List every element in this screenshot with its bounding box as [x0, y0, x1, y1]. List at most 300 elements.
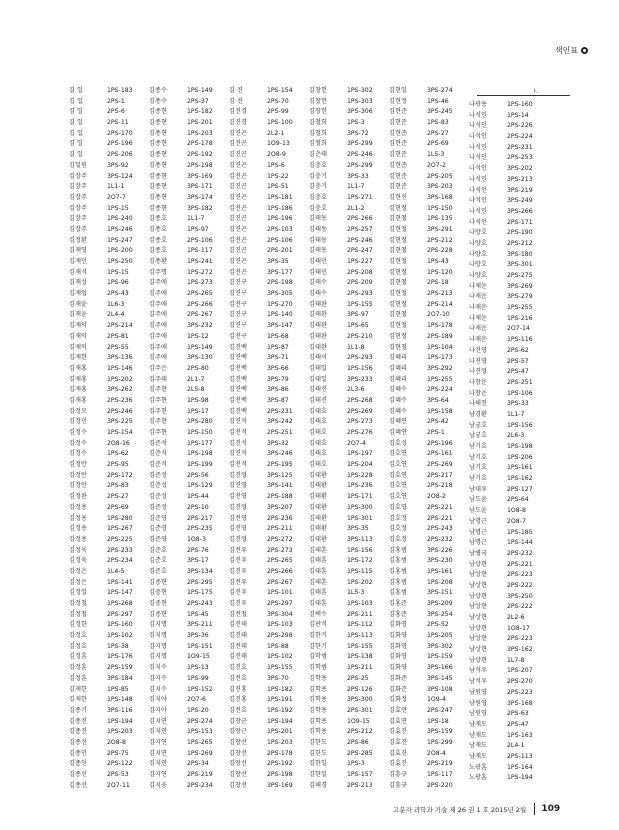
author-name: 김진곤	[229, 161, 247, 169]
author-name: 김태훈	[309, 546, 327, 554]
paper-code: 1PS-85	[107, 685, 129, 693]
author-name: 김종현	[149, 140, 167, 148]
author-name: 김진백	[229, 375, 247, 383]
paper-code: 1O9-4	[427, 696, 446, 704]
paper-code: 2PS-228	[427, 247, 453, 255]
author-name: 김홍준	[389, 600, 407, 607]
author-name: 김주애	[149, 300, 167, 308]
author-name: 김태일	[309, 375, 327, 383]
author-name: 김중현	[149, 578, 167, 586]
paper-code: 2PS-270	[507, 678, 533, 686]
author-name: 김주애	[149, 279, 167, 287]
author-name: 김홍범	[389, 567, 407, 575]
paper-code: 2PS-106	[187, 236, 213, 244]
paper-code: 1PS-203	[267, 738, 293, 746]
paper-code: 2PS-224	[507, 133, 533, 141]
paper-code: 2PS-223	[507, 635, 533, 643]
author-name: 김진태	[229, 653, 247, 661]
author-name: 남도윤	[469, 496, 487, 504]
paper-code: 3PS-113	[347, 535, 373, 543]
paper-code: 2PS-69	[427, 140, 449, 148]
author-name: 김준성	[149, 471, 167, 479]
author-name: 남석우	[469, 667, 487, 675]
author-name: 김현철	[389, 332, 407, 340]
author-name: 김준호	[149, 567, 167, 575]
author-name: 김태완	[309, 311, 327, 319]
paper-code: 2PS-234	[187, 781, 213, 789]
paper-code: 2PS-217	[187, 514, 213, 522]
author-name: 김현철	[389, 225, 407, 233]
paper-code: 2PS-293	[347, 290, 373, 298]
paper-code: 2PS-246	[347, 151, 373, 159]
author-name: 김진곤	[229, 215, 247, 223]
author-name: 김진영	[229, 525, 247, 533]
paper-code: 2O8-8	[107, 738, 126, 746]
paper-code: 2PS-212	[427, 236, 453, 244]
author-name: 김현철	[389, 268, 407, 276]
author-name: 김현준	[389, 129, 407, 137]
author-name: 김한도	[309, 749, 327, 757]
paper-code: 1PS-171	[347, 493, 373, 501]
author-name: 김정은	[69, 578, 87, 586]
author-name: 김현철	[389, 300, 407, 308]
author-name: 김진우	[229, 600, 247, 607]
paper-code: 2PS-211	[267, 525, 293, 533]
author-name: 김진곤	[229, 183, 247, 191]
author-name: 김진영	[229, 514, 247, 522]
author-name: 남명근	[469, 517, 487, 525]
author-name: 남궁호	[469, 421, 487, 429]
author-name: 김지연	[149, 738, 167, 746]
author-name: 김현철	[389, 322, 407, 330]
paper-code: 2PS-18	[427, 279, 449, 287]
author-name: 김정일	[69, 589, 87, 597]
author-name: 김 일	[69, 97, 83, 105]
paper-code: 2L2-6	[507, 614, 525, 621]
paper-code: 2PS-224	[427, 386, 453, 394]
paper-code: 3PS-71	[267, 354, 289, 362]
paper-code: 2PS-247	[347, 247, 373, 255]
paper-code: 1O8-17	[507, 624, 530, 632]
paper-code: 3PS-174	[187, 193, 213, 201]
paper-code: 3PS-266	[507, 207, 533, 215]
author-name: 김진구	[229, 311, 247, 319]
paper-code: 1PS-216	[507, 314, 533, 322]
paper-code: 1PS-102	[107, 632, 133, 640]
author-name: 김진우	[229, 589, 247, 597]
paper-code: 1PS-208	[427, 578, 453, 586]
author-name: 김진백	[229, 386, 247, 394]
paper-code: 1PS-115	[347, 567, 373, 575]
paper-code: 2O8-9	[267, 151, 286, 159]
author-name: 나석인	[469, 197, 487, 205]
paper-code: 1L1-7	[507, 410, 525, 418]
author-name: 김혜연	[389, 429, 407, 436]
author-name: 김종호	[149, 236, 167, 244]
author-name: 김지아	[149, 706, 167, 714]
author-name: 김진곤	[229, 268, 247, 276]
author-name: 김재익	[69, 332, 87, 340]
author-name: 김정욱	[69, 546, 87, 554]
author-name: 김태이	[309, 354, 327, 362]
paper-code: 1PS-45	[187, 610, 209, 618]
paper-code: 1PS-194	[507, 774, 533, 782]
author-name: 김태호	[309, 429, 327, 436]
paper-code: 2O7-2	[427, 161, 446, 169]
paper-code: 1PS-22	[267, 172, 289, 180]
author-name: 김진영	[229, 535, 247, 543]
paper-code: 2PS-214	[427, 300, 453, 308]
author-name: 김화영	[389, 632, 407, 640]
author-name: 김효진	[389, 760, 407, 768]
author-name: 나재운	[469, 304, 487, 312]
author-name: 김진백	[229, 396, 247, 404]
author-name: 김주애	[149, 290, 167, 298]
author-name: 김정훈	[69, 674, 87, 682]
author-name: 나재운	[469, 336, 487, 344]
author-name: 김종수	[149, 97, 167, 105]
author-name: 김충호	[309, 204, 327, 212]
author-name: 김지연	[149, 717, 167, 725]
paper-code: 3PS-219	[507, 186, 533, 194]
paper-code: 1PS-155	[267, 664, 293, 672]
author-name: 김현일	[389, 87, 407, 94]
author-name: 김준석	[149, 461, 167, 469]
paper-code: 3PS-250	[507, 592, 533, 600]
author-name: 김일원	[69, 161, 87, 169]
paper-code: 2PS-205	[427, 172, 453, 180]
paper-code: 1PS-162	[507, 475, 533, 483]
paper-code: 1PS-98	[187, 396, 209, 404]
author-name: 남상현	[469, 581, 487, 589]
author-name: 김종진	[69, 728, 87, 736]
paper-code: 2PS-69	[107, 503, 129, 511]
paper-code: 1PS-103	[347, 600, 373, 607]
paper-code: 1PS-207	[507, 667, 533, 675]
paper-code: 1PS-116	[507, 336, 533, 344]
paper-code: 2PS-161	[427, 450, 453, 458]
author-name: 김종진	[69, 717, 87, 725]
paper-code: 2PS-273	[267, 546, 293, 554]
paper-code: 3PS-249	[507, 197, 533, 205]
paper-code: 1PS-103	[267, 621, 293, 629]
author-name: 김화준	[389, 674, 407, 682]
author-name: 남상현	[469, 560, 487, 568]
author-name: 김진곤	[229, 247, 247, 255]
paper-code: 2PS-172	[107, 471, 133, 479]
paper-code: 2PS-210	[347, 332, 373, 340]
author-name: 김태훈	[309, 578, 327, 586]
paper-code: 2PS-293	[347, 354, 373, 362]
paper-code: 2PS-247	[427, 706, 453, 714]
paper-code: 3PS-116	[107, 706, 133, 714]
author-name: 김종현	[149, 193, 167, 201]
index-column	[149, 86, 229, 791]
paper-code: 2PS-212	[347, 728, 373, 736]
paper-code: 3PS-302	[427, 642, 453, 650]
paper-code: 2PS-178	[267, 749, 293, 757]
author-name: 김진영	[229, 471, 247, 479]
author-name: 김진우	[229, 546, 247, 554]
paper-code: 3PS-108	[427, 685, 453, 693]
author-name: 김주현	[149, 396, 167, 404]
author-name: 김호연	[389, 471, 407, 479]
paper-code: 1PS-203	[107, 728, 133, 736]
paper-code: 1PS-120	[427, 268, 453, 276]
paper-code: 1PS-13	[187, 664, 209, 672]
author-name: 나창운	[469, 389, 487, 397]
author-name: 남원영	[469, 710, 487, 718]
author-name: 김정욱	[69, 557, 87, 565]
author-name: 김진곤	[229, 236, 247, 244]
paper-code: 1PS-156	[507, 421, 533, 429]
paper-code: 3PS-66	[267, 364, 289, 372]
author-name: 나재운	[469, 314, 487, 322]
author-name: 김준호	[149, 546, 167, 554]
paper-code: 2PS-75	[107, 749, 129, 757]
paper-code: 2L2-1	[267, 129, 285, 137]
paper-code: 1PS-87	[267, 343, 289, 351]
author-name: 남명근	[469, 528, 487, 536]
author-name: 김진영	[229, 493, 247, 501]
paper-code: 2PS-276	[347, 429, 373, 436]
author-name: 김한일	[309, 760, 327, 768]
author-name: 김호연	[389, 482, 407, 490]
author-name: 김주현	[149, 418, 167, 426]
paper-code: 2PS-267	[187, 311, 213, 319]
paper-code: 2PS-201	[267, 247, 293, 255]
paper-code: 3PS-72	[347, 129, 369, 137]
paper-code: 1PS-155	[347, 300, 373, 308]
author-name: 김지연	[149, 749, 167, 757]
author-name: 김지웅	[149, 781, 167, 789]
paper-code: 3PS-203	[427, 183, 453, 191]
paper-code: 3PS-79	[267, 375, 289, 383]
author-name: 김정호	[69, 642, 87, 650]
author-name: 김화영	[389, 664, 407, 672]
paper-code: 2PS-126	[347, 685, 373, 693]
author-name: 김현철	[389, 311, 407, 319]
paper-code: 2PS-231	[267, 407, 293, 415]
paper-code: 3PS-225	[107, 418, 133, 426]
paper-code: 2PS-214	[107, 322, 133, 330]
author-name: 김중현	[149, 589, 167, 597]
author-name: 김혜수	[389, 396, 407, 404]
author-name: 김효진	[389, 738, 407, 746]
paper-code: 1O9-15	[347, 717, 370, 725]
author-name: 김태훈	[309, 567, 327, 575]
paper-code: 2PS-95	[107, 461, 129, 469]
paper-code: 2PS-64	[507, 496, 529, 504]
author-name: 김주애	[149, 354, 167, 362]
paper-code: 2PS-299	[347, 161, 373, 169]
author-name: 김지수	[149, 664, 167, 672]
circle-marker-icon	[581, 47, 588, 54]
author-name: 김창군	[229, 717, 247, 725]
paper-code: 1PS-65	[347, 322, 369, 330]
author-name: 김호정	[389, 514, 407, 522]
paper-code: 3PS-213	[507, 175, 533, 183]
paper-code: 1PS-159	[427, 653, 453, 661]
author-name: 김준석	[149, 450, 167, 458]
author-name: 김효진	[389, 749, 407, 757]
paper-code: 3PS-292	[427, 364, 453, 372]
author-name: 김재성	[69, 279, 87, 287]
paper-code: 3PS-130	[187, 354, 213, 362]
paper-code: 1PS-177	[187, 439, 213, 447]
paper-code: 1PS-200	[107, 247, 133, 255]
paper-code: 3PS-87	[267, 396, 289, 404]
paper-code: 2O8-4	[427, 749, 446, 757]
author-name: 김학용	[309, 674, 327, 682]
paper-code: 2PS-233	[107, 546, 133, 554]
author-name: 김현철	[389, 290, 407, 298]
author-name: 김현준	[389, 183, 407, 191]
author-name: 김태완	[309, 343, 327, 351]
paper-code: 3PS-35	[267, 258, 289, 265]
author-name: 김정용	[69, 514, 87, 522]
author-name: 김주현	[149, 429, 167, 436]
author-name: 김종현	[149, 172, 167, 180]
author-name: 남재도	[469, 752, 487, 760]
author-name: 김준영	[149, 525, 167, 533]
paper-code: 3PS-33	[347, 172, 369, 180]
author-name: 김정호	[69, 632, 87, 640]
author-name: 김현준	[389, 108, 407, 116]
author-name: 김종진	[69, 738, 87, 746]
author-name: 김진백	[229, 407, 247, 415]
paper-code: 3PS-279	[507, 293, 533, 301]
author-name: 김재익	[69, 322, 87, 330]
author-name: 김태호	[309, 407, 327, 415]
author-name: 김혜리	[389, 375, 407, 383]
paper-code: 1PS-273	[187, 279, 213, 287]
author-name: 김진철	[229, 610, 247, 618]
author-name: 김창선	[229, 781, 247, 789]
paper-code: 1PS-51	[267, 183, 289, 191]
author-name: 김종선	[69, 771, 87, 778]
author-name: 김재민	[69, 258, 87, 265]
paper-code: 1PS-198	[187, 450, 213, 458]
paper-code: 2PS-190	[507, 229, 533, 237]
paper-code: 2PS-189	[427, 332, 453, 340]
paper-code: 1PS-96	[107, 279, 129, 287]
author-name: 김 일	[69, 119, 83, 127]
author-name: 김창선	[229, 738, 247, 746]
paper-code: 2O7-6	[187, 696, 206, 704]
paper-code: 1PS-3	[347, 760, 365, 768]
author-name: 김종인	[69, 749, 87, 757]
paper-code: 2PS-268	[347, 396, 373, 404]
page-number: 109	[541, 804, 561, 814]
author-name: 김종현	[149, 129, 167, 137]
author-name: 김진홍	[229, 685, 247, 693]
paper-code: 1PS-185	[507, 528, 533, 536]
author-name: 김주애	[149, 332, 167, 340]
author-name: 김진태	[229, 632, 247, 640]
author-name: 김재익	[69, 343, 87, 351]
author-name: 나창운	[469, 378, 487, 386]
author-name: 김진영	[229, 503, 247, 511]
paper-code: 3PS-182	[187, 204, 213, 212]
paper-code: 2PS-192	[267, 760, 293, 768]
author-name: 남상현	[469, 571, 487, 579]
paper-code: 2PS-70	[267, 97, 289, 105]
author-name: 김중현	[149, 600, 167, 607]
author-name: 김현철	[389, 343, 407, 351]
author-name: 김창헌	[309, 87, 327, 94]
paper-code: 2PS-178	[187, 140, 213, 148]
author-name: 김진곤	[229, 172, 247, 180]
paper-code: 2PS-11	[107, 119, 129, 127]
paper-code: 2PS-285	[347, 749, 373, 757]
author-name: 김학용	[309, 706, 327, 714]
author-name: 김장주	[69, 193, 87, 201]
paper-code: 3PS-209	[427, 600, 453, 607]
paper-code: 2PS-86	[347, 738, 369, 746]
paper-code: 2PS-81	[107, 332, 129, 340]
author-name: 김준성	[149, 493, 167, 501]
paper-code: 2PS-251	[267, 429, 293, 436]
paper-code: 2PS-266	[187, 300, 213, 308]
paper-code: 1L5-3	[347, 589, 365, 597]
paper-code: 1PS-152	[187, 685, 213, 693]
author-name: 김충호	[309, 193, 327, 201]
author-name: 남기호	[469, 453, 487, 461]
paper-code: 2PS-37	[187, 97, 209, 105]
author-name: 김학범	[309, 664, 327, 672]
author-name: 김주애	[149, 343, 167, 351]
paper-code: 1PS-155	[347, 642, 373, 650]
paper-code: 1PS-164	[507, 763, 533, 771]
author-name: 김현진	[389, 193, 407, 201]
author-name: 김지명	[149, 621, 167, 629]
author-name: 김장주	[69, 225, 87, 233]
author-name: 김호연	[389, 461, 407, 469]
author-name: 김장주	[69, 215, 87, 223]
author-name: 김제한	[69, 685, 87, 693]
paper-code: 1PS-113	[347, 632, 373, 640]
paper-code: 3PS-168	[507, 699, 533, 707]
author-name: 김태완	[309, 300, 327, 308]
author-name: 김진영	[229, 482, 247, 490]
paper-code: 2PS-243	[187, 600, 213, 607]
paper-code: 1PS-154	[267, 87, 293, 94]
author-name: 남병국	[469, 549, 487, 557]
author-name: 김준성	[149, 503, 167, 511]
paper-code: 2L4-1	[507, 742, 525, 750]
paper-code: 2PS-297	[107, 610, 133, 618]
author-name: 김 진	[229, 97, 243, 105]
author-name: 김진곤	[229, 204, 247, 212]
paper-code: 1PS-186	[267, 204, 293, 212]
author-name: 김재윤	[69, 311, 87, 319]
paper-code: 2PS-43	[107, 290, 129, 298]
paper-code: 2PS-196	[107, 140, 133, 148]
author-name: 김판석	[309, 621, 327, 629]
paper-code: 1PS-18	[427, 717, 449, 725]
author-name: 김진경	[229, 108, 247, 116]
paper-code: 2O7-14	[507, 325, 530, 333]
author-name: 김현준	[389, 172, 407, 180]
author-name: 노광훈	[469, 774, 487, 782]
paper-code: 2PS-159	[107, 664, 133, 672]
index-column	[229, 86, 309, 791]
author-name: 나양호	[469, 250, 487, 258]
author-name: 김정수	[69, 429, 87, 436]
author-name: 김정수	[69, 450, 87, 458]
author-name: 김종현	[149, 204, 167, 212]
